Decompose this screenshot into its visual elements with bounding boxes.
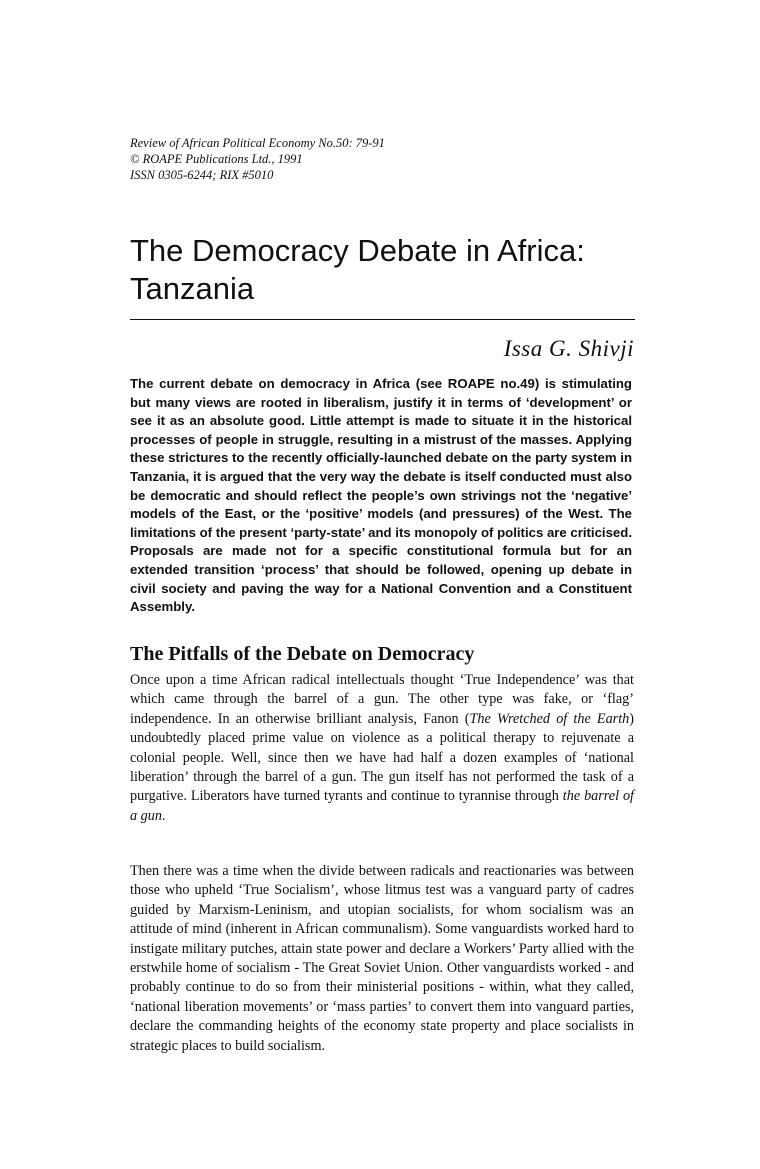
author-name: Issa G. Shivji	[503, 336, 634, 361]
title-line-1: The Democracy Debate in Africa:	[130, 233, 585, 268]
abstract: The current debate on democracy in Africa (see ROAPE no.49) is stimulating but many views are rooted in liberalism, justify it in terms of ‘development’ or see it as an absolute good. Little attempt is made to situate it in the historical processes of people in struggle, resulting in a mistrust of the masses. Applying these strictures to the recently officially-launched debate on the party system in Tanzania, it is argued that the very way the debate is itself conducted must also be democratic and should reflect the people’s own strivings not the ‘negative’ models of the East, or the ‘positive’ models (and pressures) of the West. The limitations of the present ‘party-state’ and its monopoly of politics are criticised. Proposals are made not for a specific constitutional formula but for an extended transition ‘process’ that should be followed, opening up debate in civil society and paving the way for a National Convention and a Constituent Assembly.	[130, 376, 632, 615]
copyright-line: © ROAPE Publications Ltd., 1991	[130, 152, 303, 166]
book-title: The Wretched of the Earth	[469, 710, 630, 727]
issn-line: ISSN 0305-6244; RIX #5010	[130, 168, 274, 182]
title-rule	[130, 319, 635, 320]
p1-text-c: .	[161, 807, 166, 824]
journal-meta	[130, 135, 530, 183]
p1-text-a: Once upon a time African radical intellectuals thought ‘True Independence’ was that which came through the barrel of a gun. The other type was fake, or ‘flag’ independence. In an otherwise brilliant analysis, Fanon (	[130, 672, 634, 727]
section-heading: The Pitfalls of the Debate on Democracy	[130, 643, 475, 665]
body-paragraph-2: Then there was a time when the divide between radicals and reactionaries was between those who upheld ‘True Socialism’, whose litmus test was a vanguard party of cadres guided by Marxism-Leninism, and utopian socialists, for whom socialism was an attitude of mind (inherent in African communalism). Some vanguardists worked hard to instigate military putches, attain state power and declare a Workers’ Party allied with the erstwhile home of socialism - The Great Soviet Union. Other vanguardists worked - and probably continue to do so from their ministerial positions - within, what they called, ‘national liberation movements’ or ‘mass parties’ to convert them into vanguard parties, declare the commanding heights of the economy state property and place socialists in strategic places to build socialism.	[130, 863, 634, 1054]
journal-line: Review of African Political Economy No.50: 79-91	[130, 136, 385, 150]
title-line-2: Tanzania	[130, 271, 255, 306]
p1-emphasis: the barrel of a gun	[130, 788, 635, 824]
body-paragraph-1	[130, 671, 634, 826]
p1-text-b: ) undoubtedly placed prime value on violence as a political therapy to rejuvenate a colonial people. Well, since then we have had half a dozen examples of ‘national liberation’ through the barrel of a gun. The gun itself has not performed the task of a purgative. Liberators have turned tyrants and continue to tyrannise through	[130, 710, 634, 805]
article-title	[130, 232, 640, 308]
